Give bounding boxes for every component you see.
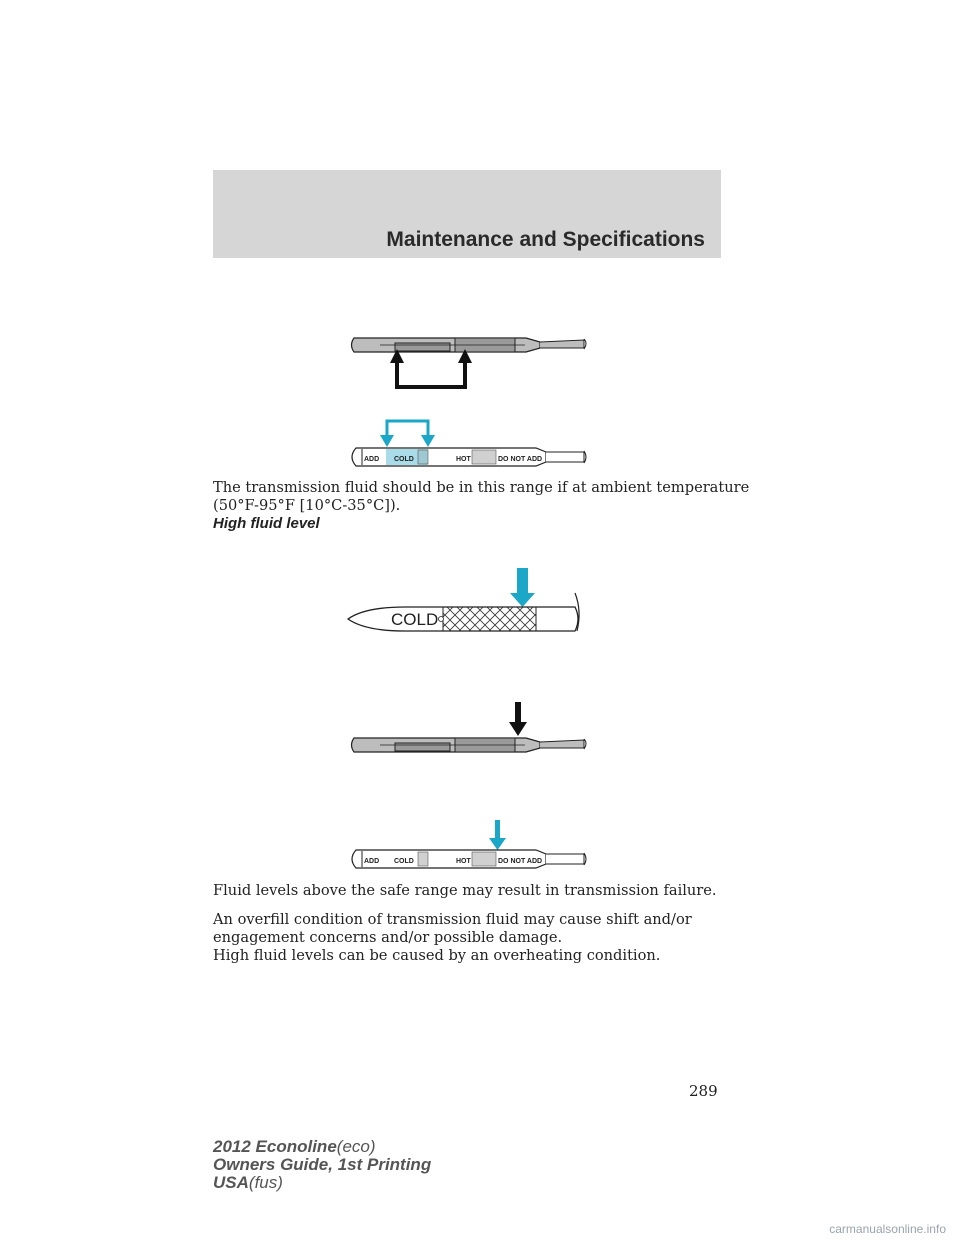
document-footer (213, 1138, 431, 1192)
hot-label: HOT (456, 456, 471, 463)
footer-region: USA (213, 1173, 249, 1192)
footer-model-code: (eco) (336, 1137, 376, 1156)
section-title: Maintenance and Specifications (386, 228, 705, 251)
cold-label: COLD (394, 456, 414, 463)
subhead-high-fluid-level: High fluid level (213, 515, 320, 532)
paragraph-ambient-range: The transmission fluid should be in this range if at ambient temperature (50°F-95°F [10°C-35°C]). (213, 479, 750, 514)
do-not-add-label: DO NOT ADD (498, 456, 543, 463)
footer-region-code: (fus) (248, 1173, 283, 1192)
paragraph-overfill: An overfill condition of transmission fluid may cause shift and/or engagement concerns and/or possible damage. (213, 911, 692, 946)
dipstick-figure-high-cyan (340, 818, 600, 870)
add-label: ADD (364, 456, 380, 463)
paragraph-transmission-failure: Fluid levels above the safe range may result in transmission failure. (213, 882, 717, 899)
add-label: ADD (364, 858, 380, 865)
section-header (213, 170, 721, 258)
dipstick-figure-normal-range-cyan (340, 418, 600, 470)
cold-label-large: COLD (391, 610, 439, 629)
dipstick-figure-high-large (345, 565, 585, 647)
page-number: 289 (689, 1082, 718, 1100)
dipstick-figure-normal-range-black (340, 325, 600, 395)
paragraph-overheating: High fluid levels can be caused by an overheating condition. (213, 947, 661, 964)
cold-label: COLD (394, 858, 414, 865)
do-not-add-label: DO NOT ADD (498, 858, 543, 865)
watermark: carmanualsonline.info (829, 1222, 946, 1236)
footer-printing: Owners Guide, 1st Printing (213, 1155, 432, 1174)
dipstick-figure-high-black (340, 700, 600, 762)
footer-model: 2012 Econoline (213, 1137, 337, 1156)
hot-label: HOT (456, 858, 471, 865)
